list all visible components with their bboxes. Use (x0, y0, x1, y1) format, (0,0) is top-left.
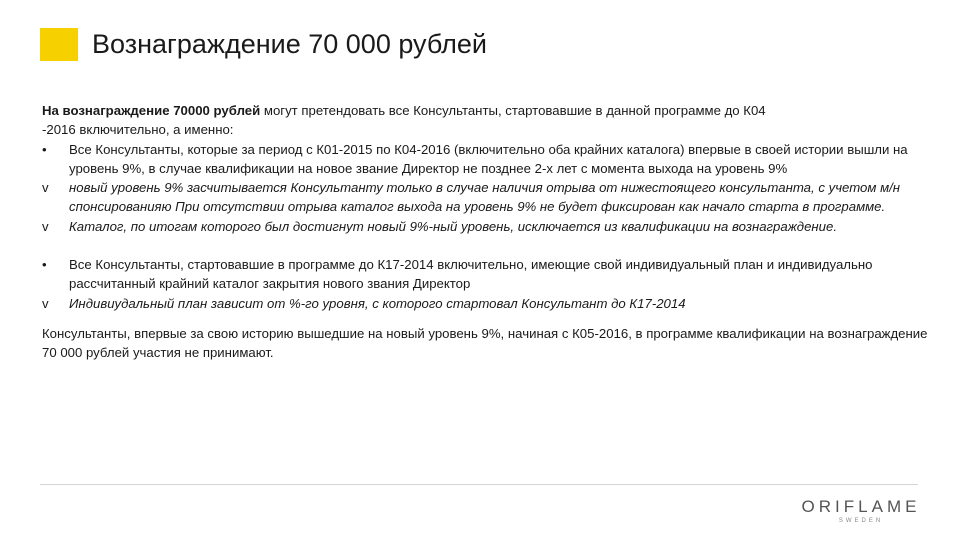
sub-item-2 (42, 217, 930, 236)
bullet-item-1 (42, 140, 930, 179)
bullet-icon: • (42, 141, 47, 157)
oriflame-logo (798, 497, 924, 525)
check-arrow-icon: v (42, 295, 49, 311)
footer-divider (40, 484, 918, 485)
logo-subtitle: SWEDEN (838, 518, 884, 524)
sub-text-3: Индивиудальный план зависит от %-го уровня, с которого стартовал Консультант до К17-2014 (69, 295, 686, 311)
logo-wordmark: ORIFLAME (801, 497, 921, 516)
check-arrow-icon: v (42, 180, 49, 196)
check-arrow-icon: v (42, 218, 49, 234)
spacer (42, 313, 930, 324)
bullet-item-2 (42, 255, 930, 294)
sub-text-2: Каталог, по итогам которого был достигнут новый 9%-ный уровень, исключается из квалификации на вознаграждение. (69, 218, 838, 234)
sub-item-3 (42, 294, 930, 313)
intro-text-line2: -2016 включительно, а именно: (42, 122, 234, 138)
slide-title: Вознаграждение 70 000 рублей (92, 29, 487, 59)
sub-item-1 (42, 178, 930, 217)
intro-paragraph (42, 101, 930, 140)
title-accent-square (40, 28, 78, 61)
intro-bold-text: На вознаграждение 70000 рублей (42, 103, 261, 118)
bullet-text-2: Все Консультанты, стартовавшие в программе до К17-2014 включительно, имеющие свой индивидуальный план и индивидуально рассчитанный крайний каталог закрытия нового звания Директор (69, 257, 873, 292)
slide-body (42, 101, 930, 363)
spacer (42, 236, 930, 255)
bullet-icon: • (42, 257, 47, 273)
closing-paragraph: Консультанты, впервые за свою историю вышедшие на новый уровень 9%, начиная с К05-2016, в программе квалификации на вознаграждение 70 000 рублей участия не принимают. (42, 325, 928, 361)
intro-text: могут претендовать все Консультанты, стартовавшие в данной программе до К04 (260, 103, 766, 118)
bullet-text-1: Все Консультанты, которые за период с К01-2015 по К04-2016 (включительно оба крайних каталога) впервые в своей истории вышли на уровень 9%, в случае квалификации на новое звание Директор не позднее 2-х лет с момента выхода на уровень 9% (69, 141, 908, 176)
sub-text-1: новый уровень 9% засчитывается Консультанту только в случае наличия отрыва от нижестоящего консультанта, с учетом м/н спонсированияю При отсутствии отрыва каталог выхода на уровень 9% не будет фиксирован как начало старта в программе. (69, 180, 901, 215)
